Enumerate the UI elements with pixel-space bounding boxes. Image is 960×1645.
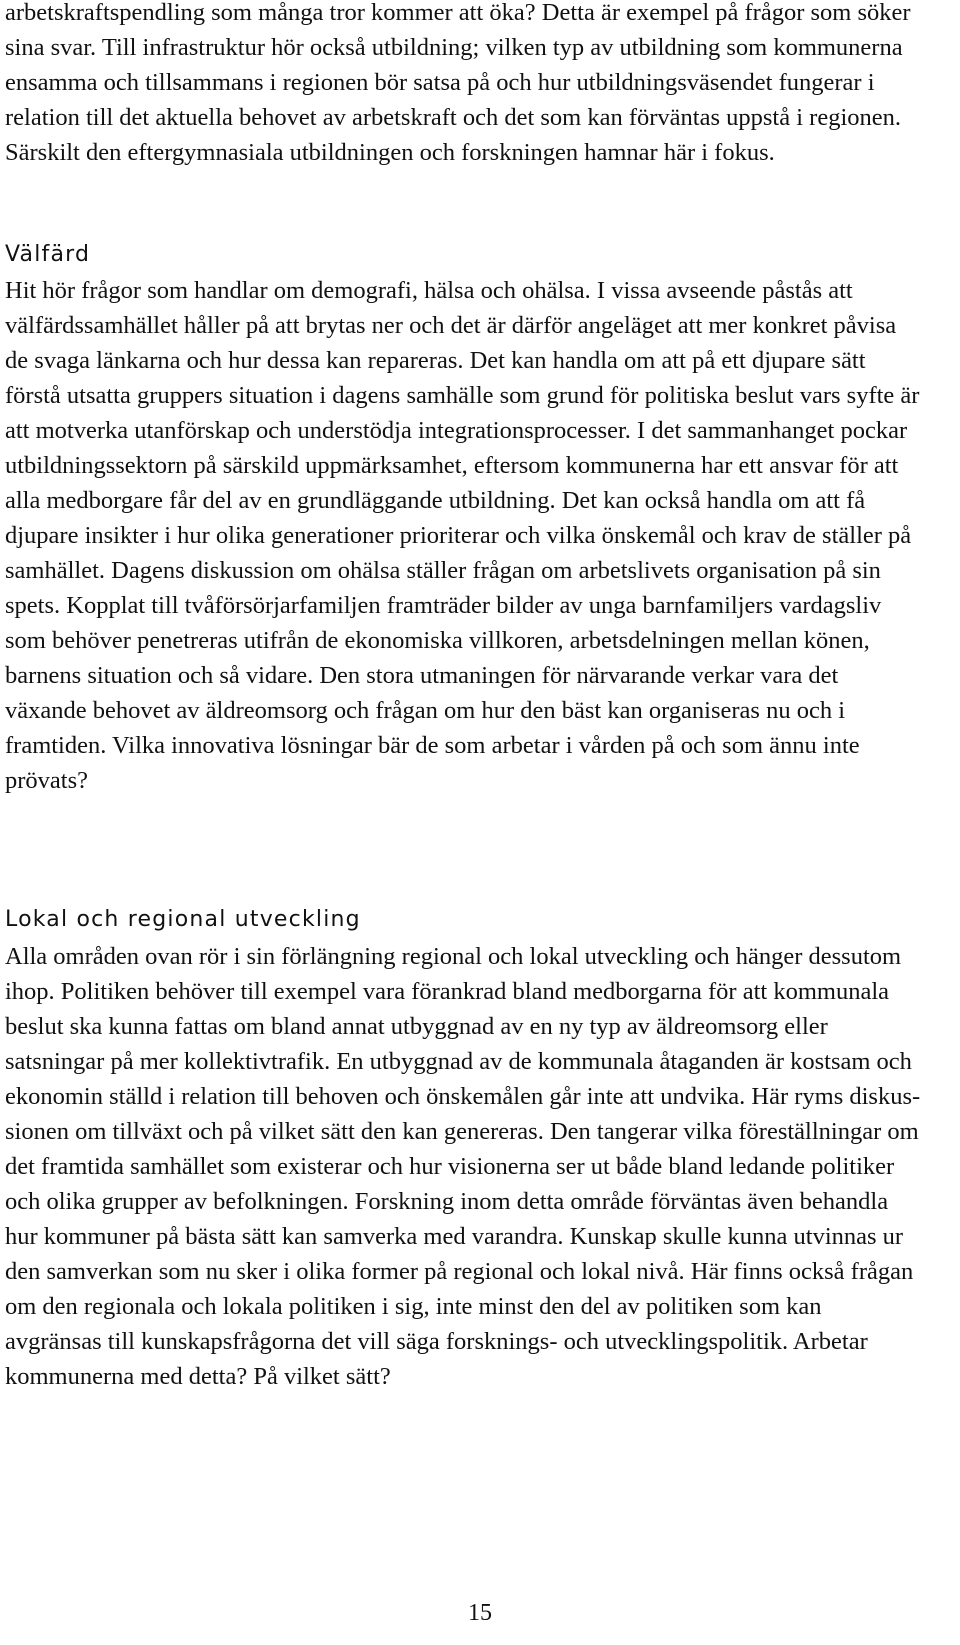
paragraph-intro: arbetskraftspendling som många tror kommer att öka? Detta är exempel på frågor som söker sina svar. Till infrastruktur hör också utbildning; vilken typ av utbildning som kommunerna ensamma och tillsammans i regionen bör satsa på och hur utbildningsväsendet fungerar i relation till det aktuella behovet av arbetskraft och det som kan förväntas uppstå i regionen. Särskilt den eftergymnasiala utbildningen och forskningen hamnar här i fokus. <box>5 0 911 166</box>
page-number: 15 <box>468 1600 492 1626</box>
heading-valfard: Välfärd <box>5 242 91 267</box>
heading-lokal-regional-utveckling: Lokal och regional utveckling <box>5 907 361 932</box>
paragraph-lokal-regional: Alla områden ovan rör i sin förlängning regional och lokal utveckling och hänger dessutom ihop. Politiken behöver till exempel vara förankrad bland medborgarna för att kommunala beslut ska kunna fattas om bland annat utbyggnad av en ny typ av äldreomsorg eller satsningar på mer kollektivtrafik. En utbyggnad av de kommunala åtaganden är kostsam och ekonomin ställd i relation till behoven och önskemålen går inte att undvika. Här ryms diskussionen om tillväxt och på vilket sätt den kan genereras. Den tangerar vilka föreställningar om det framtida samhället som existerar och hur visionerna ser ut både bland ledande politiker och olika grupper av befolkningen. Forskning inom detta område förväntas även behandla hur kommuner på bästa sätt kan samverka med varandra. Kunskap skulle kunna utvinnas ur den samverkan som nu sker i olika former på regional och lokal nivå. Här finns också frågan om den regionala och lokala politiken i sig, inte minst den del av politiken som kan avgränsas till kunskapsfrågorna det vill säga forsknings- och utvecklingspolitik. Arbetar kommunerna med detta? På vilket sätt? <box>5 943 921 1390</box>
paragraph-valfard: Hit hör frågor som handlar om demografi, hälsa och ohälsa. I vissa avseende påstås att välfärdssamhället håller på att brytas ner och det är därför angeläget att mer konkret påvisa de svaga länkarna och hur dessa kan repareras. Det kan handla om att på ett djupare sätt förstå utsatta gruppers situation i dagens samhälle som grund för politiska beslut vars syfte är att motverka utanförskap och understödja integrationsprocesser. I det sammanhanget pockar utbildningssektorn på särskild uppmärksamhet, eftersom kommunerna har ett ansvar för att alla medborgare får del av en grundläggande utbildning. Det kan också handla om att få djupare insikter i hur olika generationer prioriterar och vilka önskemål och krav de ställer på samhället. Dagens diskussion om ohälsa ställer frågan om arbetslivets organisation på sin spets. Kopplat till tvåförsörjarfamiljen framträder bilder av unga barnfamiljers vardagsliv som behöver penetreras utifrån de ekonomiska villkoren, arbetsdelningen mellan könen, barnens situation och så vidare. Den stora utmaningen för närvarande verkar vara det växande behovet av äldreomsorg och frågan om hur den bäst kan organiseras nu och i framtiden. Vilka innovativa lösningar bär de som arbetar i vården på och som ännu inte prövats? <box>5 277 920 794</box>
